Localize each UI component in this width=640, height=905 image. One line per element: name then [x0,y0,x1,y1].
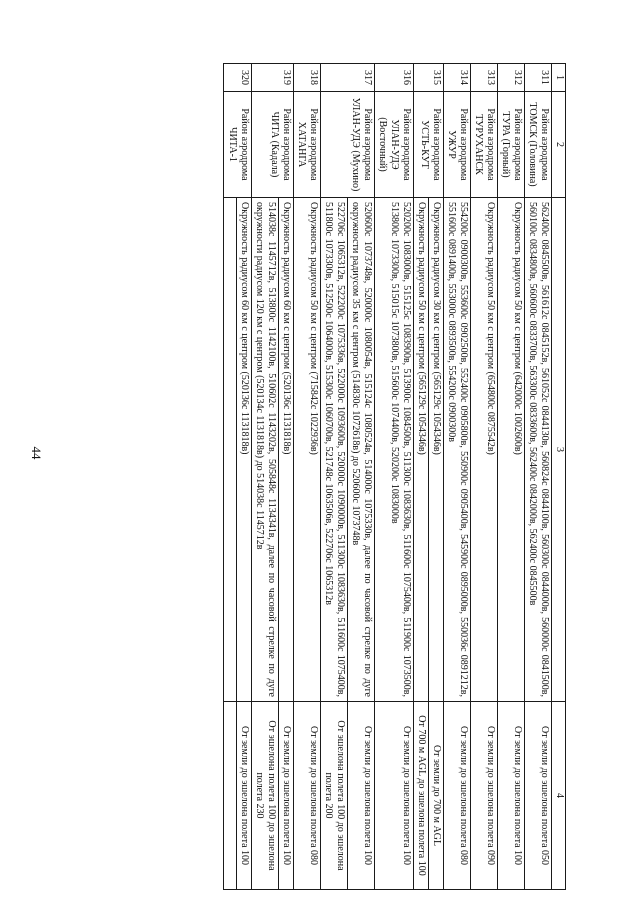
district-name: Район аэродрома ТУРА (Горный) [498,92,525,198]
district-name: Район аэродрома УЛАН-УДЭ (Восточный) [375,92,414,198]
altitude-limits: От земли до эшелона полета 100 [237,702,252,890]
boundary-coordinates: Окружность радиусом 50 км с центром (715842с 1022936в) [294,198,321,702]
altitude-limits: От эшелона полета 100 до эшелона полета 230 [252,702,279,890]
table-row [279,64,294,890]
table-row [237,64,252,890]
boundary-coordinates: Окружность радиусом 60 км с центром (520136с 1131818в) [237,198,252,702]
boundary-coordinates: Окружность радиусом 50 км с центром (565129с 1054346в) [414,198,429,702]
altitude-limits: От 700 м AGL до эшелона полета 100 [414,702,429,890]
district-name: Район аэродрома УЛАН-УДЭ (Мухино) [321,92,375,198]
boundary-coordinates: 562400с 0845500в, 561612с 0845152в, 561052с 0844130в, 560824с 0844100в, 560300с 0844000в, 560000с 0841500в, 560100с 0834800в, 560600с 0833700в, 563300с 0833600в, 562400с 0842000в, 562400с 0845500в [525,198,552,702]
district-name: Район аэродрома УЖУР [444,92,471,198]
altitude-limits: От земли до эшелона полета 050 [525,702,552,890]
boundary-coordinates: Окружность радиусом 60 км с центром (520136с 1131818в) [279,198,294,702]
altitude-limits [224,702,237,890]
altitude-limits: От земли до эшелона полета 080 [294,702,321,890]
district-name: Район аэродрома ТУРУХАНСК [471,92,498,198]
table-row [471,64,498,890]
row-number: 320 [224,64,252,92]
row-number: 316 [375,64,414,92]
altitude-limits: От земли до эшелона полета 080 [444,702,471,890]
row-number: 315 [414,64,444,92]
altitude-limits: От земли до эшелона полета 100 [498,702,525,890]
boundary-coordinates [224,198,237,702]
column-header-3: 3 [552,198,566,702]
table-row [429,64,444,890]
altitude-limits: От эшелона полета 100 до эшелона полета 200 [321,702,348,890]
page-number: 44 [29,446,44,460]
boundary-coordinates: 520200с 1083000в, 515125с 1083900в, 513900с 1084500в, 511300с 1083630в, 511600с 1075400в, 511900с 1073500в, 513800с 1073300в, 515015с 1073800в, 515600с 1074400в, 520200с 1083000в [375,198,414,702]
district-name: Район аэродрома ЧИТА-1 [224,92,252,198]
airspace-table [223,63,566,890]
table-row [498,64,525,890]
boundary-coordinates: 514038с 1145712в, 513800с 1142100в, 510602с 1143202в, 505848с 1134341в, далее по часовой стрелке по дуге окружности радиусом 120 км с центром (520134с 1131818в) до 514038с 1145712в [252,198,279,702]
column-header-1: 1 [552,64,566,92]
boundary-coordinates: Окружность радиусом 30 км с центром (565129с 1054346в) [429,198,444,702]
boundary-coordinates: Окружность радиусом 50 км с центром (654800с 0875542в) [471,198,498,702]
altitude-limits: От земли до эшелона полета 100 [375,702,414,890]
row-number: 317 [321,64,375,92]
table-body [224,64,552,890]
table-row [375,64,414,890]
row-number: 313 [471,64,498,92]
district-name: Район аэродрома ТОМСК (Головина) [525,92,552,198]
table-row [444,64,471,890]
column-header-2: 2 [552,92,566,198]
boundary-coordinates: Окружность радиусом 50 км с центром (642000с 1002600в) [498,198,525,702]
district-name: Район аэродрома УСТЬ-КУТ [414,92,444,198]
column-header-4: 4 [552,702,566,890]
row-number: 312 [498,64,525,92]
row-number: 314 [444,64,471,92]
row-number: 318 [294,64,321,92]
altitude-limits: От земли до эшелона полета 090 [471,702,498,890]
boundary-coordinates: 522706с 1065312в, 522200с 1075336в, 522000с 1093600в, 520000с 1090000в, 511300с 1083630в, 511600с 1075400в, 511800с 1073300в, 512500с 1064000в, 515300с 1060700в, 521748с 1063506в, 522706с 1065312в [321,198,348,702]
table-row [294,64,321,890]
altitude-limits: От земли до 700 м AGL [429,702,444,890]
row-number: 311 [525,64,552,92]
table-header-row [552,64,566,890]
boundary-coordinates: 554200с 0900300в, 553600с 0902500в, 552400с 0905800в, 550900с 0905400в, 545900с 0895000в, 550036с 0891212в, 551600с 0891400в, 553000с 0893500в, 554200с 0900300в [444,198,471,702]
table-row [525,64,552,890]
table-row [348,64,375,890]
altitude-limits: От земли до эшелона полета 100 [348,702,375,890]
row-number: 319 [252,64,294,92]
district-name: Район аэродрома ХАТАНГА [294,92,321,198]
boundary-coordinates: 520600с 1073748в, 520000с 1080054в, 515124с 1080524в, 514000с 1075330в, далее по часовой стрелке по дуге окружности радиусом 35 км с центром (514830с 1072618в) до 520600с 1073748в [348,198,375,702]
district-name: Район аэродрома ЧИТА (Кадала) [252,92,294,198]
rotated-page-content [61,63,566,889]
altitude-limits: От земли до эшелона полета 100 [279,702,294,890]
